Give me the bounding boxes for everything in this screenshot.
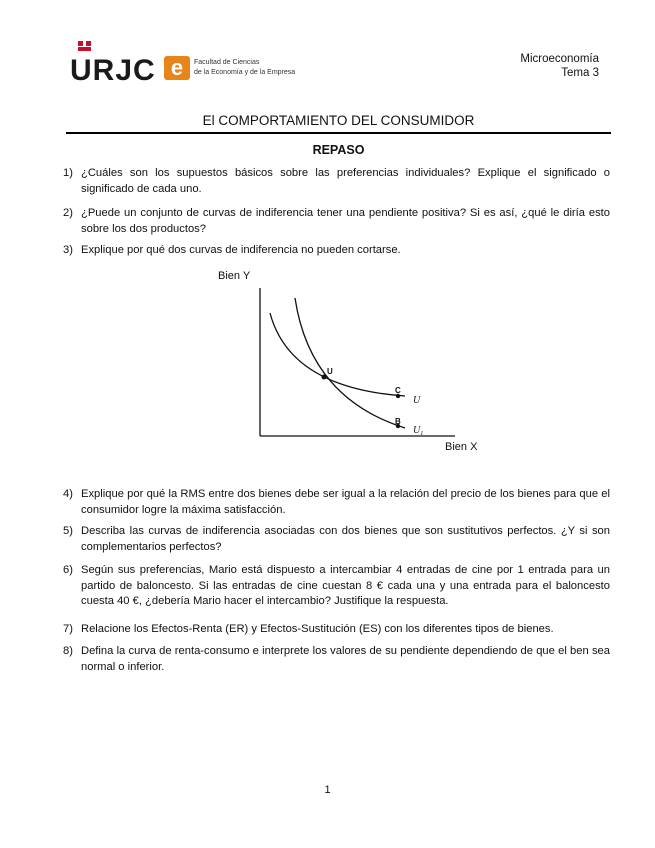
faculty-e-icon: e xyxy=(164,56,190,80)
question-item xyxy=(63,524,610,555)
point-u-label: U xyxy=(327,367,333,376)
question-item xyxy=(63,563,610,610)
question-text: Describa las curvas de indiferencia asociadas con dos bienes que son sustitutivos perfectos. ¿Y si son complementarios perfectos? xyxy=(81,525,610,553)
question-number: 4) xyxy=(63,488,73,500)
document-title: El COMPORTAMIENTO DEL CONSUMIDOR xyxy=(202,113,475,128)
faculty-name-line1: Facultad de Ciencias xyxy=(194,59,260,66)
question-text: Explique por qué la RMS entre dos bienes debe ser igual a la relación del precio de los bienes para que el consumidor logre la máxima satisfacción. xyxy=(81,488,610,516)
unit-name: Tema 3 xyxy=(561,67,599,79)
urjc-logo-text: URJC xyxy=(70,54,156,87)
question-item xyxy=(63,487,610,518)
point-c-label: C xyxy=(395,386,401,395)
curve-u1-label xyxy=(413,425,423,437)
indifference-curve-u xyxy=(270,313,405,396)
question-number: 8) xyxy=(63,645,73,657)
crown-icon xyxy=(76,40,122,54)
question-item xyxy=(63,166,610,197)
question-item xyxy=(63,206,610,237)
question-item xyxy=(63,622,610,638)
question-text: ¿Cuáles son los supuestos básicos sobre las preferencias individuales? Explique el significado o significado de cada uno. xyxy=(81,167,610,195)
y-axis-label: Bien Y xyxy=(218,270,251,282)
question-text: ¿Puede un conjunto de curvas de indiferencia tener una pendiente positiva? Si es así, ¿qué le diría esto sobre los dos productos? xyxy=(81,207,610,235)
header-course-info xyxy=(520,52,599,80)
question-number: 2) xyxy=(63,207,73,219)
question-number: 5) xyxy=(63,525,73,537)
point-b-label: B xyxy=(395,417,401,426)
question-item xyxy=(63,644,610,675)
indifference-curve-u1 xyxy=(295,298,405,428)
question-text: Explique por qué dos curvas de indiferencia no pueden cortarse. xyxy=(81,244,401,256)
title-divider xyxy=(66,132,611,134)
question-number: 7) xyxy=(63,623,73,635)
page-number: 1 xyxy=(324,784,331,796)
question-number: 3) xyxy=(63,244,73,256)
x-axis-label: Bien X xyxy=(445,441,478,453)
indifference-curve-diagram xyxy=(215,268,495,458)
faculty-name-line2: de la Economía y de la Empresa xyxy=(194,69,296,76)
question-number: 6) xyxy=(63,564,73,576)
curve-u1-letter: U xyxy=(413,425,421,436)
question-text: Relacione los Efectos-Renta (ER) y Efectos-Sustitución (ES) con los diferentes tipos de bienes. xyxy=(81,623,554,635)
question-number: 1) xyxy=(63,167,73,179)
curve-u-label: U xyxy=(413,395,421,406)
course-name: Microeconomía xyxy=(520,53,599,65)
section-title: REPASO xyxy=(312,143,365,157)
question-item xyxy=(63,243,610,259)
question-text: Defina la curva de renta-consumo e interprete los valores de su pendiente dependiendo de que el ben sea normal o inferior. xyxy=(81,645,610,673)
question-text: Según sus preferencias, Mario está dispuesto a intercambiar 4 entradas de cine por 1 entrada para un partido de baloncesto. Si las entradas de cine cuestan 8 € cada una y una entrada para el baloncesto cuesta 40 €, ¿debería Mario hacer el intercambio? Justifique la respuesta. xyxy=(81,564,610,607)
point-u xyxy=(322,375,327,380)
curve-u1-subscript: 1 xyxy=(420,431,424,437)
